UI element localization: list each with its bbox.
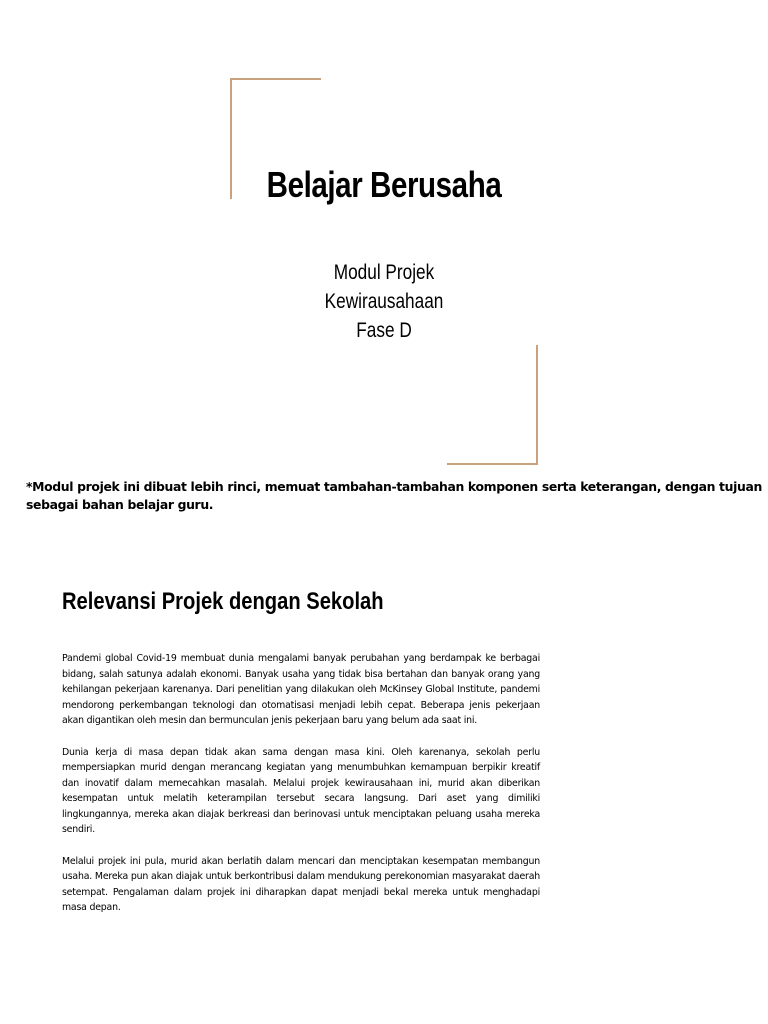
paragraph: Melalui projek ini pula, murid akan berlatih dalam mencari dan menciptakan kesempatan membangun usaha. Mereka pun akan diajak untuk berkontribusi dalam mendukung perekonomian masyarakat daerah setempat. Pengalaman dalam projek ini diharapkan dapat menjadi bekal mereka untuk menghadapi masa depan.: [62, 855, 540, 913]
module-note: *Modul projek ini dibuat lebih rinci, memuat tambahan-tambahan komponen serta keterangan, dengan tujuan sebagai bahan belajar guru.: [26, 479, 762, 512]
frame-bottom-right-vertical: [536, 345, 538, 465]
frame-bottom-right-horizontal: [447, 463, 538, 465]
subtitle-line-module: Modul Projek: [333, 261, 435, 284]
paragraph: Pandemi global Covid-19 membuat dunia mengalami banyak perubahan yang berdampak ke berbagai bidang, salah satunya adalah ekonomi. Banyak usaha yang tidak bisa bertahan dan banyak orang yang kehilangan pekerjaan karenanya. Dari penelitian yang dilakukan oleh McKinsey Global Institute, pandemi mendorong perkembangan teknologi dan otomatisasi menjadi lebih cepat. Beberapa jenis pekerjaan akan digantikan oleh mesin dan bermunculan jenis pekerjaan baru yang belum ada saat ini.: [62, 653, 540, 726]
cover-title: Belajar Berusaha: [266, 164, 502, 205]
paragraph: Dunia kerja di masa depan tidak akan sama dengan masa kini. Oleh karenanya, sekolah perlu mempersiapkan murid dengan merancang kegiatan yang menumbuhkan kemampuan berpikir kreatif dan inovatif dalam memecahkan masalah. Melalui projek kewirausahaan ini, murid akan diberikan kesempatan untuk melatih keterampilan tersebut secara langsung. Dari aset yang dimiliki lingkungannya, mereka akan diajak berkreasi dan berinovasi untuk menciptakan peluang usaha mereka sendiri.: [62, 746, 540, 835]
subtitle-line-phase: Fase D: [356, 319, 412, 342]
subtitle-line-topic: Kewirausahaan: [324, 290, 444, 313]
frame-top-left-horizontal: [230, 78, 321, 80]
section-heading: Relevansi Projek dengan Sekolah: [62, 588, 384, 615]
cover-subtitle: [69, 258, 699, 345]
section-body: [62, 651, 540, 932]
